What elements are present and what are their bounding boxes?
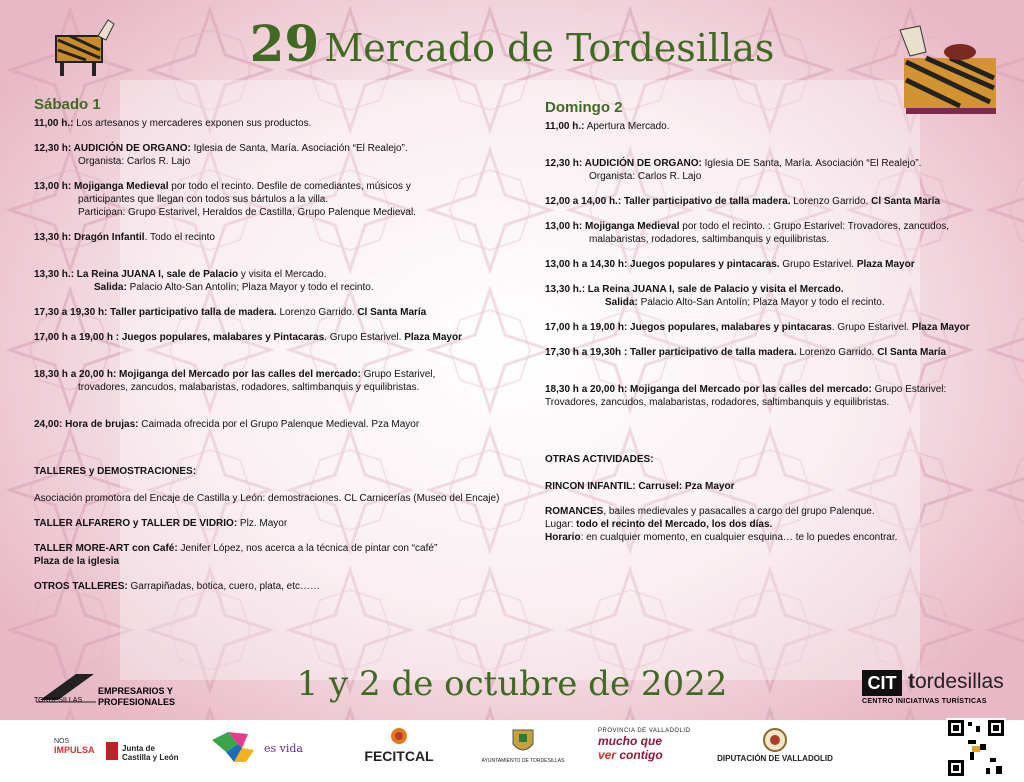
coat-of-arms-icon [511,724,535,756]
horse-left-illustration [50,14,118,78]
cit-tordesillas-logo [862,670,1012,706]
fecitcal-mark-icon [389,726,409,746]
sun-event-6: 13,30 h.: La Reina JUANA I, sale de Palacio y visita el Mercado. Salida: Palacio Alto-San Antolín; Plaza Mayor y todo el recinto. [545,284,885,308]
empresarios-logo: EMPRESARIOS Y PROFESIONALES TORDESILLAS [34,672,194,712]
sun-event-1: 11,00 h.: Apertura Mercado. [545,121,670,132]
ayuntamiento-logo: AYUNTAMIENTO DE TORDESILLAS [478,724,568,764]
fecitcal-logo: FECITCAL [356,726,442,764]
cit-subtitle: CENTRO INICIATIVAS TURÍSTICAS [862,698,987,705]
saturday-column [34,98,504,605]
rincon-infantil: RINCON INFANTIL: Carrusel: Pza Mayor [545,481,735,492]
sat-event-8: 18,30 h a 20,00 h: Mojiganga del Mercado por las calles del mercado: Grupo Estarivel, trovadores, zancudos, malabaristas, rodadores, saltimbanquis y equilibristas. [34,369,436,393]
sun-event-7: 17,00 h a 19,00 h: Juegos populares, malabares y pintacaras. Grupo Estarivel. Plaza Mayor [545,322,970,333]
taller-more-art: TALLER MORE-ART con Café: Jenifer López, nos acerca a la técnica de pintar con “café” Plaza de la iglesia [34,543,438,567]
sun-event-8: 17,30 h a 19,30h : Taller participativo de talla madera. Lorenzo Garrido. Cl Santa María [545,347,947,358]
sun-event-5: 13,00 h a 14,30 h: Juegos populares y pintacaras. Grupo Estarivel. Plaza Mayor [545,259,915,270]
title-text: Mercado de Tordesillas [324,26,775,70]
sun-event-3: 12,00 a 14,00 h.: Taller participativo de talla madera. Lorenzo Garrido. Cl Santa María [545,196,941,207]
diputacion-slogan-logo: PROVINCIA DE VALLADOLID mucho que ver contigo [598,728,691,762]
otras-heading: OTRAS ACTIVIDADES: [545,454,654,465]
sun-event-9: 18,30 h a 20,00 h: Mojiganga del Mercado por las calles del mercado: Grupo Estarivel: Trovadores, zancudos, malabaristas, rodadores, saltimbanquis y equilibristas. [545,384,947,408]
sunday-column [545,101,1023,556]
qr-code-icon[interactable] [946,718,1006,778]
sat-event-1: 11,00 h.: Los artesanos y mercaderes exponen sus productos. [34,118,312,129]
sunday-heading: Domingo 2 [545,99,623,116]
sat-event-2: 12,30 h: AUDICIÓN DE ORGANO: Iglesia de Santa, María. Asociación “El Realejo”. Organista: Carlos R. Lajo [34,143,408,167]
saturday-heading: Sábado 1 [34,96,101,113]
colorful-map-icon [208,730,258,764]
sun-event-4: 13,00 h: Mojiganga Medieval por todo el recinto. : Grupo Estarivel: Trovadores, zancudos, malabaristas, rodadores, saltimbanquis y equilibristas. [545,221,950,245]
junta-logo: NOS IMPULSA Junta de Castilla y León [54,738,179,762]
event-date: 1 y 2 de octubre de 2022 [296,664,728,704]
taller-encaje: Asociación promotora del Encaje de Castilla y León: demostraciones. CL Carnicerías (Museo del Encaje) [34,493,500,504]
sat-event-6: 17,30 a 19,30 h: Taller participativo talla de madera. Lorenzo Garrido. Cl Santa María [34,307,427,318]
diputacion-seal-icon [763,728,787,752]
sat-event-3: 13,00 h: Mojiganga Medieval por todo el recinto. Desfile de comediantes, músicos y participantes que llegan con todos sus bártulos a la villa. Participan: Grupo Estarivel, Heraldos de Castilla, Grupo Palenque Medieval. [34,181,416,218]
sat-event-7: 17,00 h a 19,00 h : Juegos populares, malabares y Pintacaras. Grupo Estarivel. Plaza Mayor [34,332,462,343]
shield-icon [106,742,118,760]
sat-event-9: 24,00: Hora de brujas: Caimada ofrecida por el Grupo Palenque Medieval. Pza Mayor [34,419,420,430]
page-title [0,14,1024,73]
talleres-heading: TALLERES y DEMOSTRACIONES: [34,466,197,477]
cit-name: tordesillas [908,670,1004,693]
sun-event-2: 12,30 h: AUDICIÓN DE ORGANO: Iglesia DE Santa, María. Asociación “El Realejo”. Organista: Carlos R. Lajo [545,158,922,182]
otros-talleres: OTROS TALLERES: Garrapiñadas, botica, cuero, plata, etc…… [34,581,321,592]
sponsor-footer [0,720,1024,782]
sat-event-5: 13,30 h.: La Reina JUANA I, sale de Palacio y visita el Mercado. Salida: Palacio Alto-San Antolín; Plaza Mayor y todo el recinto. [34,269,374,293]
taller-alfarero: TALLER ALFARERO y TALLER DE VIDRIO: Plz. Mayor [34,518,288,529]
cit-box: CIT [862,670,902,696]
edition-number: 29 [249,14,320,73]
diputacion-logo: DIPUTACIÓN DE VALLADOLID [716,728,834,763]
esvida-logo: es vida [208,730,318,770]
sat-event-4: 13,30 h: Dragón Infantil. Todo el recinto [34,232,215,243]
romances: ROMANCES, bailes medievales y pasacalles a cargo del grupo Palenque. Lugar: todo el recinto del Mercado, los dos días. Horario: en cualquier momento, en cualquier esquina… te lo puedes encontrar. [545,506,898,543]
